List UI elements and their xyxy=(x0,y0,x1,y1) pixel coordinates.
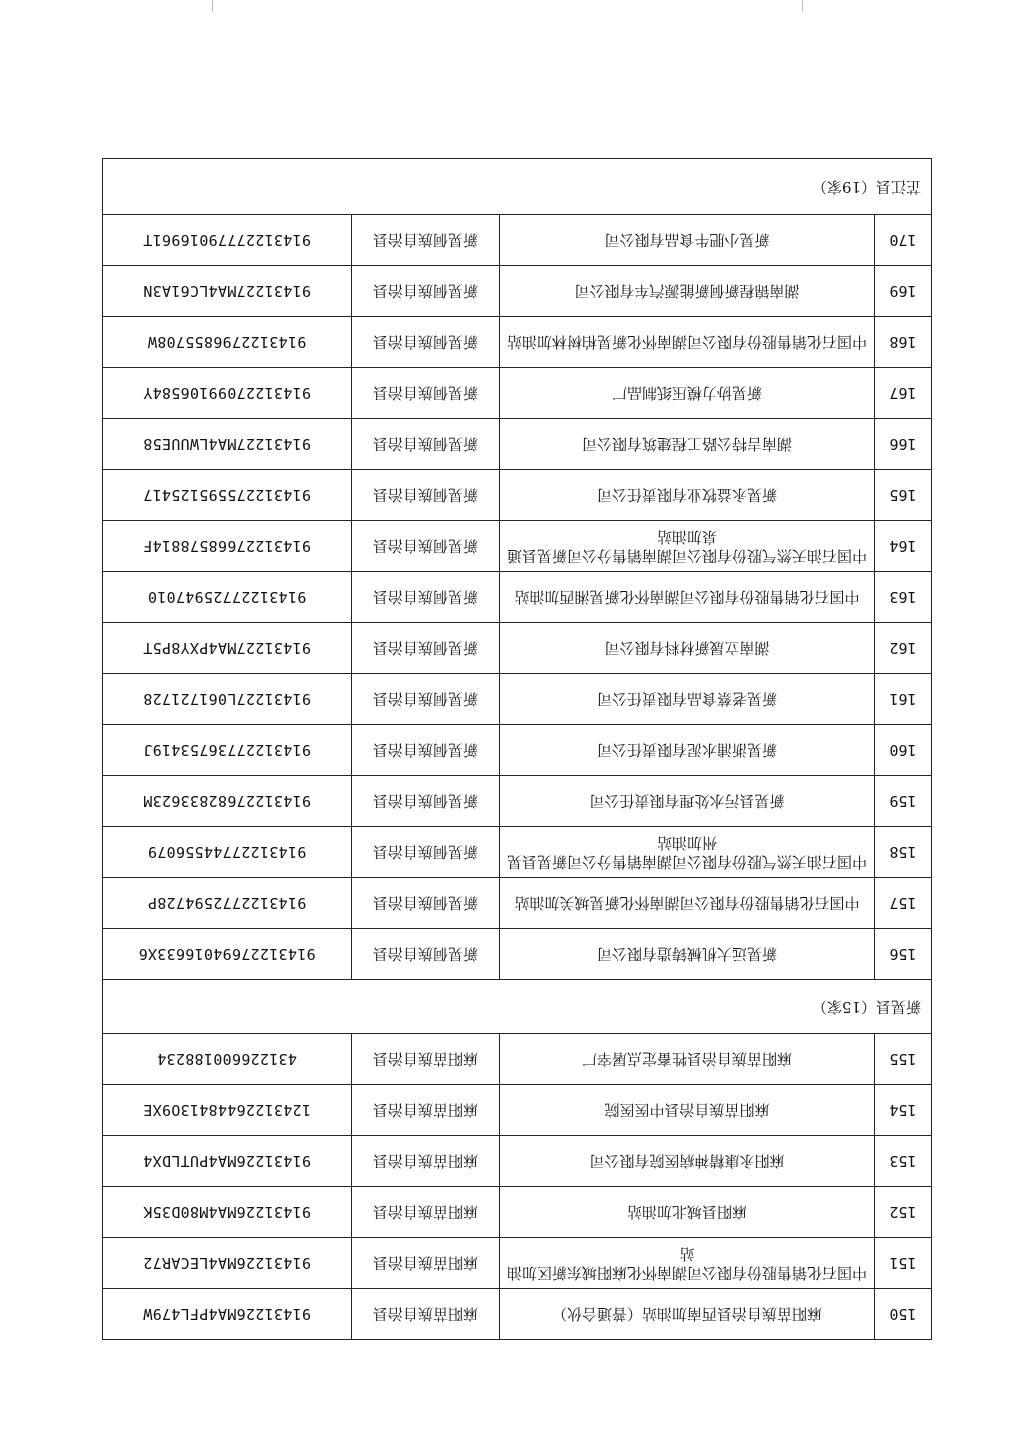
credit-code: 91431227694016633X6 xyxy=(103,929,352,980)
company-name: 湖南立晟新材料有限公司 xyxy=(500,623,875,674)
company-name: 湖南吉特公路工程建筑有限公司 xyxy=(500,419,875,470)
table-row xyxy=(103,1034,932,1085)
table-row xyxy=(103,1136,932,1187)
company-name: 湖南锦程新侗新能源汽车有限公司 xyxy=(500,266,875,317)
table-row xyxy=(103,1289,932,1340)
credit-code: 91431226MA4PUTLDX4 xyxy=(103,1136,352,1187)
row-number: 170 xyxy=(875,215,932,266)
credit-code: 91431227559512541​7 xyxy=(103,470,352,521)
credit-code: 91431227L06172172​8 xyxy=(103,674,352,725)
table-row xyxy=(103,1238,932,1289)
table-row xyxy=(103,776,932,827)
county-name: 新晃侗族自治县 xyxy=(352,827,500,878)
table-row xyxy=(103,572,932,623)
credit-code: 91431226MA4PFL479W xyxy=(103,1289,352,1340)
table-row xyxy=(103,725,932,776)
table-row xyxy=(103,1187,932,1238)
county-name: 新晃侗族自治县 xyxy=(352,674,500,725)
county-name: 麻阳苗族自治县 xyxy=(352,1136,500,1187)
row-number: 161 xyxy=(875,674,932,725)
county-name: 麻阳苗族自治县 xyxy=(352,1085,500,1136)
credit-code: 91431227682833623M xyxy=(103,776,352,827)
company-name: 麻阳苗族自治县牲畜定点屠宰厂 xyxy=(500,1034,875,1085)
company-name: 新晃永益牧业有限责任公司 xyxy=(500,470,875,521)
row-number: 163 xyxy=(875,572,932,623)
county-name: 新晃侗族自治县 xyxy=(352,776,500,827)
credit-code: 91431227968557​08W xyxy=(103,317,352,368)
credit-code: 91431227779016961T xyxy=(103,215,352,266)
table-row xyxy=(103,1085,932,1136)
credit-code: 91431227MA4PXY8P5T xyxy=(103,623,352,674)
credit-code: 91431227736753419J xyxy=(103,725,352,776)
county-name: 麻阳苗族自治县 xyxy=(352,1034,500,1085)
table-row xyxy=(103,521,932,572)
credit-code: 91431226MA4M80D35K xyxy=(103,1187,352,1238)
company-name: 新晃县污水处理有限责任公司 xyxy=(500,776,875,827)
company-name: 中国石化销售股份有限公司湖南怀化新晃湘西加油站 xyxy=(500,572,875,623)
credit-code: 91431227725947​28P xyxy=(103,878,352,929)
table-row xyxy=(103,929,932,980)
row-number: 169 xyxy=(875,266,932,317)
section-header-row xyxy=(103,159,932,215)
row-number: 151 xyxy=(875,1238,932,1289)
table-row xyxy=(103,470,932,521)
company-name: 中国石油天然气股份有限公司湖南销售分公司新晃县晃州加油站 xyxy=(500,827,875,878)
credit-code: 91431227MA4LC61A3N xyxy=(103,266,352,317)
company-name: 新晃老蔡食品有限责任公司 xyxy=(500,674,875,725)
row-number: 153 xyxy=(875,1136,932,1187)
company-name: 中国石化销售股份有限公司湖南怀化麻阳城东新区加油站 xyxy=(500,1238,875,1289)
credit-code: 91431227744556079 xyxy=(103,827,352,878)
table-row xyxy=(103,623,932,674)
county-name: 新晃侗族自治县 xyxy=(352,368,500,419)
row-number: 168 xyxy=(875,317,932,368)
credit-code: 91431227MA4LWUUE58 xyxy=(103,419,352,470)
company-name: 新晃远大机械铸造有限公司 xyxy=(500,929,875,980)
county-name: 新晃侗族自治县 xyxy=(352,521,500,572)
section-header-row xyxy=(103,980,932,1034)
company-name: 新晃协力模压纸制品厂 xyxy=(500,368,875,419)
county-name: 新晃侗族自治县 xyxy=(352,266,500,317)
row-number: 152 xyxy=(875,1187,932,1238)
row-number: 154 xyxy=(875,1085,932,1136)
county-name: 新晃侗族自治县 xyxy=(352,419,500,470)
row-number: 159 xyxy=(875,776,932,827)
county-name: 麻阳苗族自治县 xyxy=(352,1187,500,1238)
county-name: 新晃侗族自治县 xyxy=(352,623,500,674)
county-name: 新晃侗族自治县 xyxy=(352,572,500,623)
row-number: 158 xyxy=(875,827,932,878)
credit-code: 91431226MA4LECAR72 xyxy=(103,1238,352,1289)
county-name: 麻阳苗族自治县 xyxy=(352,1289,500,1340)
company-name: 新晃小肥牛食品有限公司 xyxy=(500,215,875,266)
company-name: 麻阳永康精神病医院有限公司 xyxy=(500,1136,875,1187)
row-number: 164 xyxy=(875,521,932,572)
row-number: 157 xyxy=(875,878,932,929)
row-number: 156 xyxy=(875,929,932,980)
credit-code: 431226600188234 xyxy=(103,1034,352,1085)
county-name: 新晃侗族自治县 xyxy=(352,215,500,266)
county-name: 新晃侗族自治县 xyxy=(352,929,500,980)
table-row xyxy=(103,674,932,725)
row-number: 167 xyxy=(875,368,932,419)
company-register-table xyxy=(102,158,932,1340)
table-row xyxy=(103,266,932,317)
table-row xyxy=(103,368,932,419)
county-name: 新晃侗族自治县 xyxy=(352,470,500,521)
row-number: 162 xyxy=(875,623,932,674)
table-row xyxy=(103,419,932,470)
table-row xyxy=(103,878,932,929)
credit-code: 12431226448413O9XE xyxy=(103,1085,352,1136)
table-row xyxy=(103,215,932,266)
county-name: 新晃侗族自治县 xyxy=(352,878,500,929)
row-number: 150 xyxy=(875,1289,932,1340)
company-name: 新晃浙浦水泥有限责任公司 xyxy=(500,725,875,776)
section-header: 芷江县（19家） xyxy=(103,159,932,215)
table-row xyxy=(103,827,932,878)
company-name: 中国石化销售股份有限公司湖南怀化新晃柏树林加油站 xyxy=(500,317,875,368)
section-header: 新晃县（15家） xyxy=(103,980,932,1034)
row-number: 160 xyxy=(875,725,932,776)
row-number: 166 xyxy=(875,419,932,470)
company-name: 麻阳苗族自治县中医医院 xyxy=(500,1085,875,1136)
county-name: 麻阳苗族自治县 xyxy=(352,1238,500,1289)
county-name: 新晃侗族自治县 xyxy=(352,317,500,368)
credit-code: 91431227668578814F xyxy=(103,521,352,572)
row-number: 155 xyxy=(875,1034,932,1085)
table-row xyxy=(103,317,932,368)
company-name: 中国石油天然气股份有限公司湖南销售分公司新晃县通泉加油站 xyxy=(500,521,875,572)
credit-code: 91431227725947010 xyxy=(103,572,352,623)
company-name: 麻阳苗族自治县西南加油站（普通合伙） xyxy=(500,1289,875,1340)
company-name: 麻阳县城北加油站 xyxy=(500,1187,875,1238)
county-name: 新晃侗族自治县 xyxy=(352,725,500,776)
credit-code: 91431227099106584Y xyxy=(103,368,352,419)
row-number: 165 xyxy=(875,470,932,521)
company-name: 中国石化销售股份有限公司湖南怀化新晃城关加油站 xyxy=(500,878,875,929)
